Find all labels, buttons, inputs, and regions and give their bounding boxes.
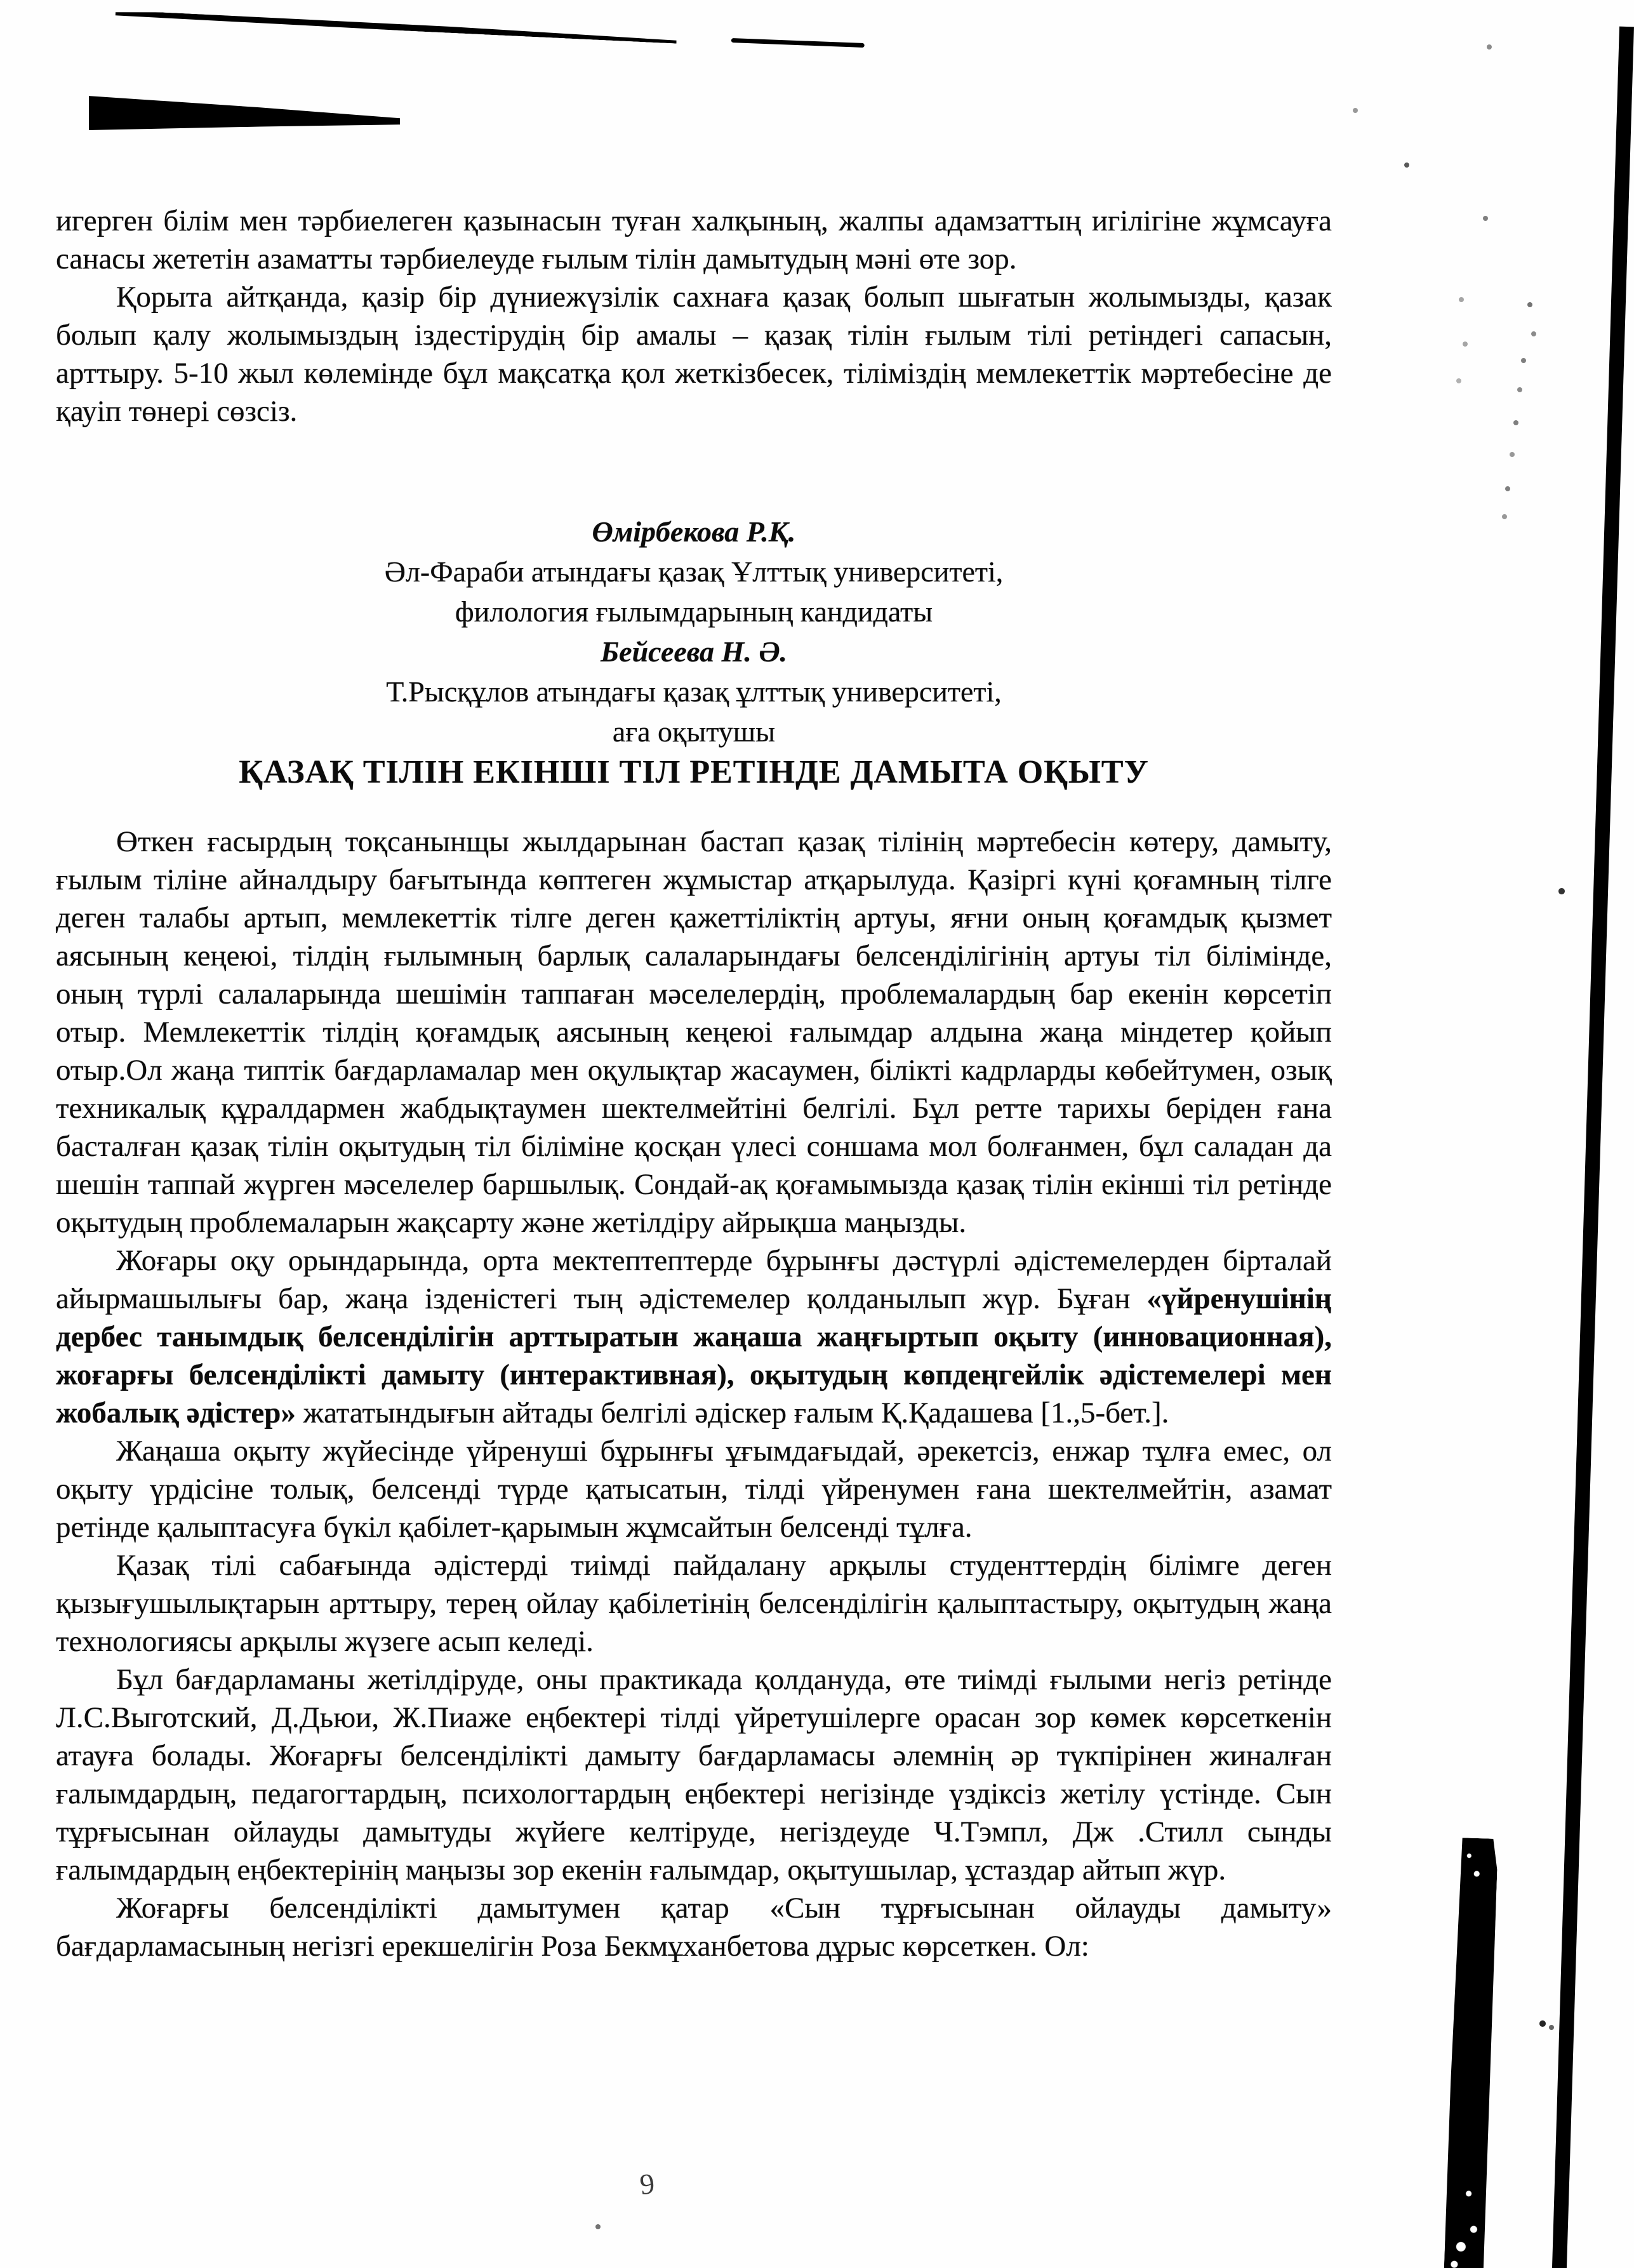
author1-name: Өмірбекова Р.Қ. bbox=[592, 515, 796, 548]
body-paragraph-2-tail: жататындығын айтады белгілі әдіскер ғалым Қ.Қадашева [1.,5-бет.]. bbox=[295, 1396, 1169, 1429]
scan-artifact-top-diagonal-line bbox=[115, 10, 677, 44]
body-paragraph-2 bbox=[56, 1242, 1332, 1432]
body-paragraph-6: Жоғарғы белсенділікті дамытумен қатар «Сын тұрғысынан ойлауды дамыту» бағдарламасының негізгі ерекшелігін Роза Бекмұханбетова дұрыс көрсеткен. Ол: bbox=[56, 1892, 1332, 1963]
body-paragraph-3: Жаңаша оқыту жүйесінде үйренуші бұрынғы ұғымдағыдай, әрекетсіз, енжар тұлға емес, ол оқыту үрдісіне толық, белсенді түрде қатысатын, тілді үйренумен ғана шектелмейтін, азамат ретінде қалыптасуға бүкіл қабілет-қарымын жұмсайтын белсенді тұлға. bbox=[56, 1435, 1332, 1544]
scan-artifact-top-dash bbox=[731, 38, 865, 48]
author2-affiliation: Т.Рысқұлов атындағы қазақ ұлттық университеті, bbox=[386, 675, 1002, 708]
author2-role: аға оқытушы bbox=[612, 715, 776, 748]
author1-affiliation: Әл-Фараби атындағы қазақ Ұлттық университеті, bbox=[384, 555, 1004, 588]
body-paragraph-5: Бұл бағдарламаны жетілдіруде, оны практикада қолдануда, өте тиімді ғылыми негіз ретінде Л.С.Выготский, Д.Дьюи, Ж.Пиаже еңбектері тілді үйретушілерге орасан зор көмек көрсеткенін атауға болады. Жоғарғы белсенділікті дамыту бағдарламасы әлемнің әр түкпірінен жиналған ғалымдардың, педагогтардың, психологтардың еңбектері негізінде үздіксіз жетілу үстінде. Сын тұрғысынан ойлауды дамытуды жүйеге келтіруде, негіздеуде Ч.Тэмпл, Дж .Стилл сынды ғалымдардың еңбектерінің маңызы зор екенін ғалымдар, оқытушылар, ұстаздар айтып жүр. bbox=[56, 1663, 1332, 1887]
scan-artifact-ink-wedge bbox=[89, 95, 400, 130]
scan-artifact-right-edge-line bbox=[1550, 27, 1634, 2268]
article-title: ҚАЗАҚ ТІЛІН ЕКІНШІ ТІЛ РЕТІНДЕ ДАМЫТА ОҚЫТУ bbox=[239, 754, 1149, 790]
body-paragraph-2-lead: Жоғары оқу орындарында, орта мектептептерде бұрынғы дәстүрлі әдістемелерден бірталай айырмашылығы бар, жаңа ізденістегі тың әдістемелер қолданылып жүр. Бұған bbox=[56, 1244, 1332, 1315]
body-paragraph-4: Қазақ тілі сабағында әдістерді тиімді пайдалану арқылы студенттердің білімге деген қызығушылықтарын арттыру, терең ойлау қабілетінің белсенділігін қалыптастыру, оқытудың жаңа технологиясы арқылы жүзеге асып келеді. bbox=[56, 1549, 1332, 1658]
intro-paragraph-continuation: игерген білім мен тәрбиелеген қазынасын туған халқының, жалпы адамзаттың игілігіне жұмсауға санасы жететін азаматты тәрбиелеуде ғылым тілін дамытудың мәні өте зор. bbox=[56, 204, 1332, 275]
scan-noise-speckles bbox=[0, 0, 3, 3]
author1-role: филология ғылымдарының кандидаты bbox=[455, 595, 933, 628]
author2-name: Бейсеева Н. Ә. bbox=[600, 635, 788, 668]
authors-block bbox=[56, 512, 1332, 752]
body-paragraph-1: Өткен ғасырдың тоқсанынщы жылдарынан бастап қазақ тілінің мәртебесін көтеру, дамыту, ғылым тіліне айналдыру бағытында көптеген жұмыстар атқарылуда. Қазіргі күні қоғамның тілге деген талабы артып, мемлекеттік тілге деген қажеттіліктің артуы, яғни оның қоғамдық қызмет аясының кеңеюі, тілдің ғылымның барлық салаларындағы белсенділігінің артуы тіл білімінде, оның түрлі салаларында шешімін таппаған мәселелердің, проблемалардың бар екенін көрсетіп отыр. Мемлекеттік тілдің қоғамдық аясының кеңеюі ғалымдар алдына жаңа міндетер қойып отыр.Ол жаңа типтік бағдарламалар мен оқулықтар жасаумен, білікті кадрларды көбейтумен, озық техникалық құралдармен жабдықтаумен шектелмейтіні белгілі. Бұл ретте тарихы беріден ғана басталған қазақ тілін оқытудың тіл біліміне қосқан үлесі соншама мол болғанмен, бұл саладан да шешін таппай жүрген мәселелер баршылық. Сондай-ақ қоғамымызда қазақ тілін екінші тіл ретінде оқытудың проблемаларын жақсарту және жетілдіру айрықша маңызды. bbox=[56, 825, 1332, 1239]
scan-artifact-bottom-right-bar bbox=[1444, 1838, 1498, 2268]
intro-paragraph-conclusion: Қорыта айтқанда, қазір бір дүниежүзілік сахнаға қазақ болып шығатын жолымызды, қазак болып қалу жолымыздың іздестірудің бір амалы – қазақ тілін ғылым тілі ретіндегі сапасын, арттыру. 5-10 жыл көлемінде бұл мақсатқа қол жеткізбесек, тіліміздің мемлекеттік мәртебесіне де қауіп төнері сөзсіз. bbox=[56, 281, 1332, 428]
text-column bbox=[56, 202, 1332, 1965]
bold-quoted-methods: «үйренушінің дербес танымдық белсенділігін арттыратын жаңаша жаңғыртып оқыту (инновационная), жоғарғы белсенділікті дамыту (интерактивная), оқытудың көпдеңгейлік әдістемелері мен жобалық әдістер» bbox=[56, 1282, 1332, 1429]
article-body bbox=[56, 823, 1332, 1965]
page-number: 9 bbox=[638, 2166, 656, 2201]
